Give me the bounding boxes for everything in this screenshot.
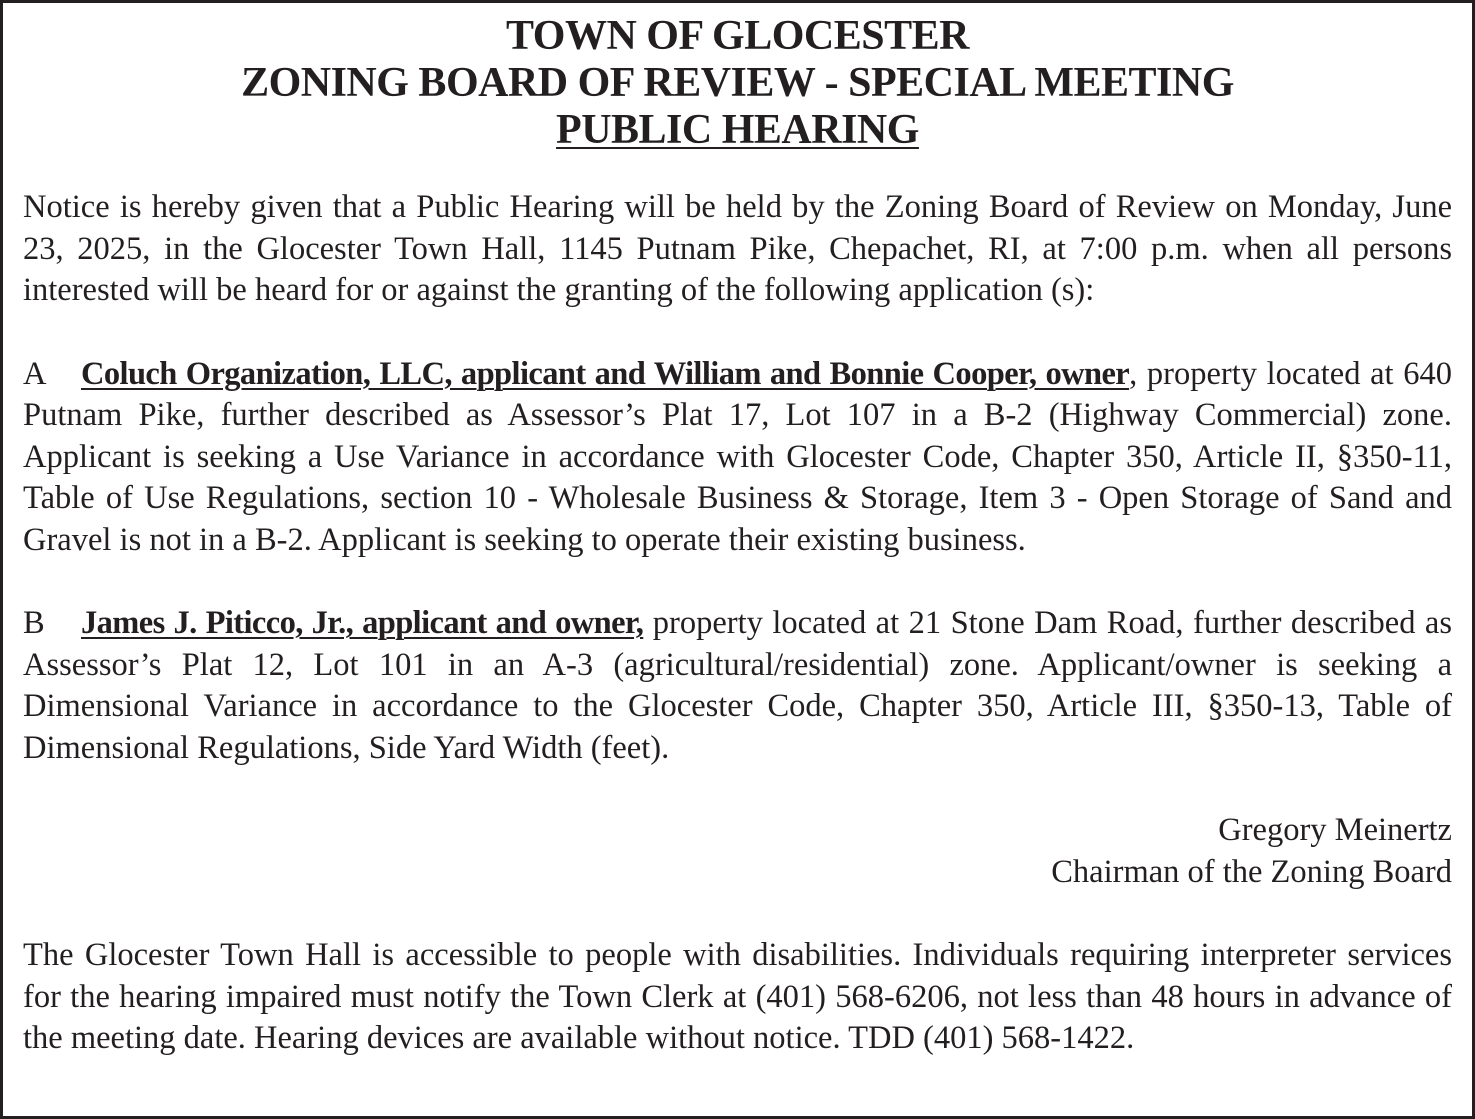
hearing-title [23, 107, 1452, 154]
notice-header [23, 13, 1452, 154]
application-a-marker: A [23, 355, 47, 392]
application-b-text: property located at 21 Stone Dam Road, further described as Assessor’s Plat 12, Lot 101 in an A-3 (agricultural/residential) zone. Applicant/owner is seeking a Dimensional Variance in accordance to the Glocester Code, Chapter 350, Article III, §350-13, Table of Dimensional Regulations, Side Yard Width (feet). [23, 605, 1453, 766]
accessibility-paragraph: The Glocester Town Hall is accessible to people with disabilities. Individuals requiring interpreter services for the hearing impaired must notify the Town Clerk at (401) 568-6206, not less than 48 hours in advance of the meeting date. Hearing devices are available without notice. TDD (401) 568-1422. [23, 937, 1452, 1056]
application-a [23, 354, 1452, 562]
signer-name: Gregory Meinertz [1218, 812, 1452, 848]
intro-paragraph: Notice is hereby given that a Public Hearing will be held by the Zoning Board of Review on Monday, June 23, 2025, in the Glocester Town Hall, 1145 Putnam Pike, Chepachet, RI, at 7:00 p.m. when all persons interested will be heard for or against the granting of the following application (s): [23, 189, 1452, 308]
town-title: TOWN OF GLOCESTER [506, 13, 969, 59]
board-title: ZONING BOARD OF REVIEW - SPECIAL MEETING [241, 60, 1234, 106]
application-b-party: James J. Piticco, Jr., applicant and owner, [81, 605, 644, 641]
application-a-text: , property located at 640 Putnam Pike, further described as Assessor’s Plat 17, Lot 107 in a B-2 (Highway Commercial) zone. Applicant is seeking a Use Variance in accordance with Glocester Code, Chapter 350, Article II, §350-11, Table of Use Regulations, section 10 - Wholesale Business & Storage, Item 3 - Open Storage of Sand and Gravel is not in a B-2. Applicant is seeking to operate their existing business. [23, 355, 1452, 558]
signer-title: Chairman of the Zoning Board [1051, 854, 1452, 890]
signature-block [23, 809, 1452, 893]
hearing-title-text: PUBLIC HEARING [556, 107, 919, 153]
application-b [23, 603, 1452, 769]
application-a-party: Coluch Organization, LLC, applicant and William and Bonnie Cooper, owner [81, 355, 1130, 392]
application-b-marker: B [23, 605, 45, 641]
